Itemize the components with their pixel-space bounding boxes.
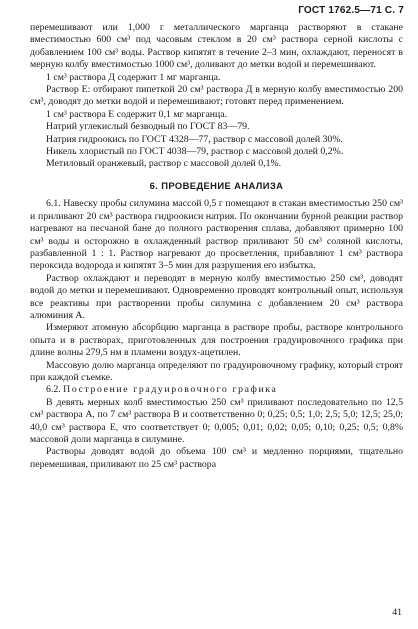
subsection-heading — [30, 384, 403, 396]
paragraph: В девять мерных колб вместимостью 250 см³ приливают последовательно по 12,5 см³ раствора А, по 7 см³ раствора В и соответственно 0; 0,25; 0,5; 1,0; 2,5; 5,0; 12,5; 25,0; 40,0 см³ раствора Е, что соответствует 0; 0,005; 0,01; 0,02; 0,05; 0,10; 0,25; 0,5; 0,8% массовой доли марганца в силумине. — [30, 396, 403, 445]
subsection-title: Построение градуировочного графика — [63, 384, 278, 396]
paragraph: Никель хлористый по ГОСТ 4038—79, раствор с массовой долей 0,2%. — [46, 146, 344, 158]
page-header: ГОСТ 1762.5—71 С. 7 — [298, 5, 404, 16]
paragraph: Натрия гидроокись по ГОСТ 4328—77, раствор с массовой долей 30%. — [46, 133, 343, 145]
page-number: 41 — [392, 607, 402, 618]
paragraph: Растворы доводят водой до объема 100 см³ и медленно порциями, тщательно перемешивая, приливают по 25 см³ раствора — [30, 446, 403, 470]
paragraph: Массовую долю марганца определяют по градуировочному графику, который строят при каждой съемке. — [30, 359, 403, 383]
paragraph: Натрий углекислый безводный по ГОСТ 83—79. — [46, 121, 250, 133]
paragraph: Раствор охлаждают и переводят в мерную колбу вместимостью 250 см³, доводят водой до метки и перемешивают. Одновременно проводят контрольный опыт, используя все реактивы при растворении пробы силумина с добавлением 20 см³ раствора алюминия А. — [30, 272, 403, 321]
subsection-number: 6.2. — [46, 384, 61, 396]
paragraph: Раствор Е: отбирают пипеткой 20 см³ раствора Д в мерную колбу вместимостью 200 см³, доводят до метки водой и перемешивают; готовят перед применением. — [30, 84, 403, 108]
paragraph: Метиловый оранжевый, раствор с массовой долей 0,1%. — [46, 158, 282, 170]
paragraph: Измеряют атомную абсорбцию марганца в растворе пробы, растворе контрольного опыта и в растворах, приготовленных для построения градуировочного графика при длине волны 279,5 нм в пламени воздух-ацетилен. — [30, 322, 403, 359]
paragraph: 1 см³ раствора Д содержит 1 мг марганца. — [46, 71, 221, 83]
paragraph: 1 см³ раствора Е содержит 0,1 мг марганца. — [46, 108, 228, 120]
paragraph: 6.1. Навеску пробы силумина массой 0,5 г помещают в стакан вместимостью 250 см³ и приливают 20 см³ раствора гидроокиси натрия. По окончании бурной реакции раствор нагревают на песчаной бане до полного растворения сплава, добавляют примерно 100 см³ воды и осторожно в охлажденный раствор приливают 50 см³ соляной кислоты, разбавленной 1 : 1. Раствор нагревают до просветления, прибавляют 1 см³ раствора пероксида водорода и кипятят 3–5 мин для разрушения его избытка. — [30, 198, 403, 272]
document-body — [30, 22, 403, 471]
paragraph: перемешивают или 1,000 г металлического марганца растворяют в стакане вместимостью 600 см³ под часовым стеклом в 20 см³ раствора серной кислоты с добавлением 100 см³ воды. Раствор кипятят в течение 2–3 мин, охлаждают, переносят в мерную колбу вместимостью 1000 см³, доливают до метки водой и перемешивают. — [30, 22, 403, 71]
section-heading: 6. ПРОВЕДЕНИЕ АНАЛИЗА — [149, 179, 284, 191]
